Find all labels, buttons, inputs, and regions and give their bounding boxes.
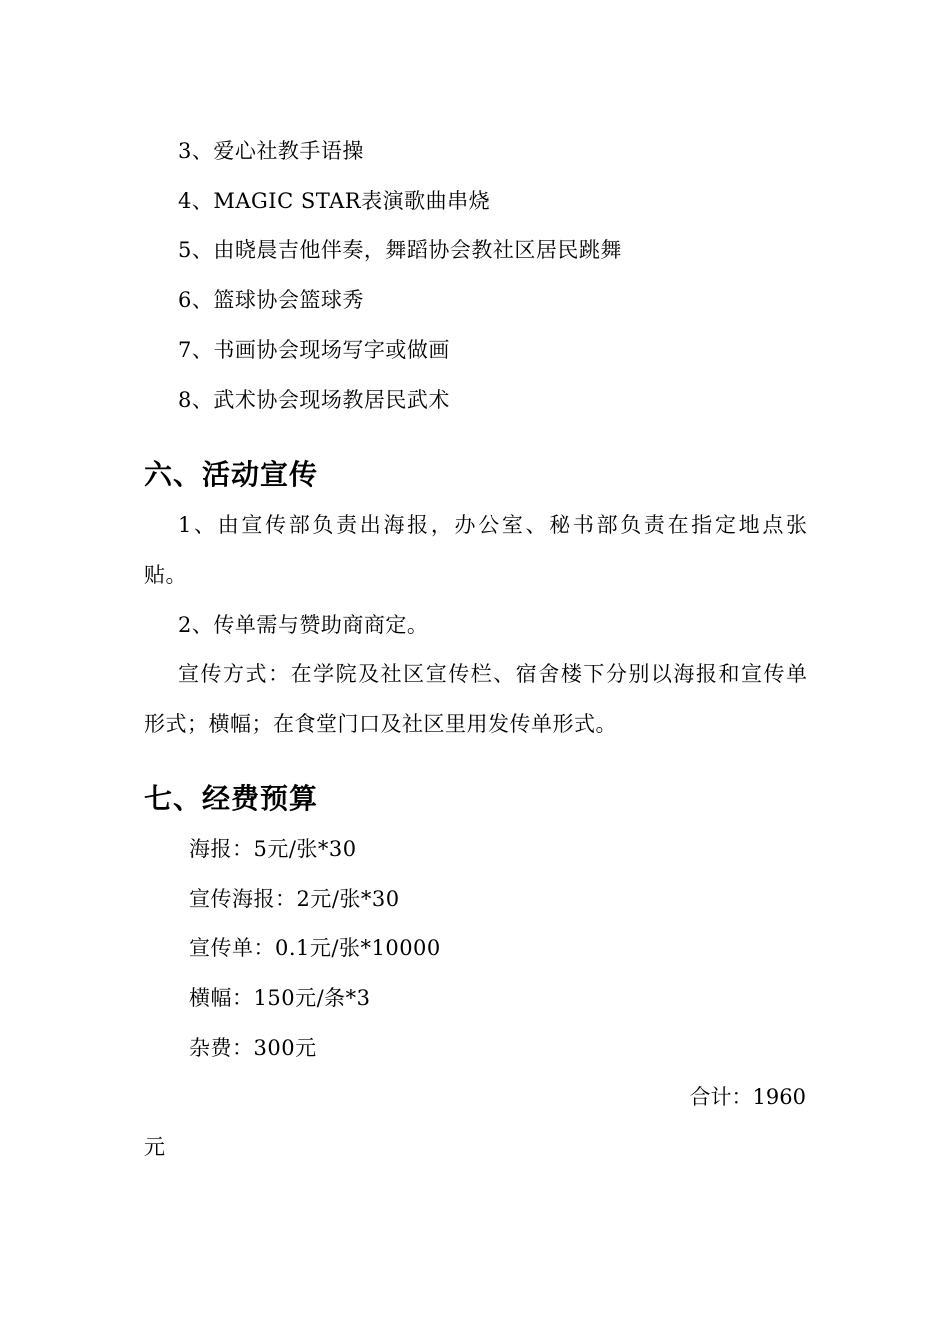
activity-item: 3、爱心社教手语操 <box>178 139 364 163</box>
paragraph-line: 2、传单需与赞助商商定。 <box>178 613 429 637</box>
activity-item: 4、MAGIC STAR表演歌曲串烧 <box>178 189 491 213</box>
activity-item: 5、由晓晨吉他伴奏，舞蹈协会教社区居民跳舞 <box>178 238 622 262</box>
budget-item: 宣传单：0.1元/张*10000 <box>189 936 441 960</box>
paragraph-line: 1、由宣传部负责出海报，办公室、秘书部负责在指定地点张 <box>178 513 808 537</box>
budget-item: 宣传海报：2元/张*30 <box>189 887 400 911</box>
budget-total-unit: 元 <box>144 1135 166 1159</box>
section-heading-budget: 七、经费预算 <box>144 782 319 815</box>
budget-item: 海报：5元/张*30 <box>189 837 357 861</box>
activity-item: 7、书画协会现场写字或做画 <box>178 338 450 362</box>
budget-item: 杂费：300元 <box>189 1036 317 1060</box>
activity-item: 6、篮球协会篮球秀 <box>178 288 364 312</box>
paragraph-line: 宣传方式：在学院及社区宣传栏、宿舍楼下分别以海报和宣传单 <box>178 662 808 686</box>
activity-item: 8、武术协会现场教居民武术 <box>178 388 450 412</box>
budget-item: 横幅：150元/条*3 <box>189 986 371 1010</box>
budget-total: 合计：1960 <box>689 1085 806 1109</box>
section-heading-promotion: 六、活动宣传 <box>144 458 319 491</box>
paragraph-line: 贴。 <box>144 563 187 587</box>
paragraph-line: 形式；横幅；在食堂门口及社区里用发传单形式。 <box>144 712 617 736</box>
